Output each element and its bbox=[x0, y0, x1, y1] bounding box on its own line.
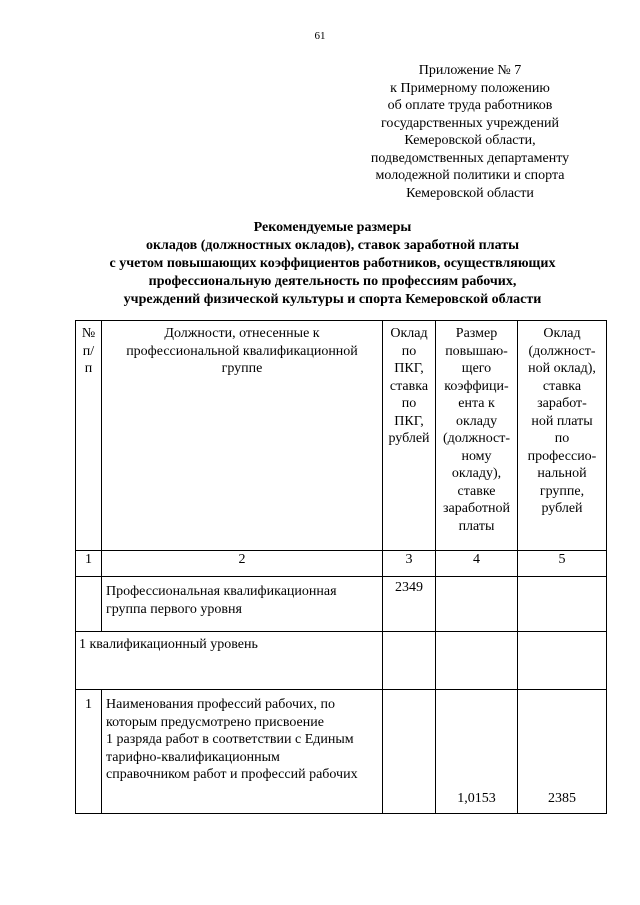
title-line: профессиональную деятельность по профессиям рабочих, bbox=[148, 274, 517, 289]
title-line: с учетом повышающих коэффициентов работников, осуществляющих bbox=[109, 256, 556, 271]
title-line: учреждений физической культуры и спорта Кемеровской области bbox=[123, 292, 542, 307]
group-base-salary: 2349 bbox=[383, 577, 436, 632]
cell-empty bbox=[518, 632, 607, 690]
appendix-line: Кемеровской области bbox=[406, 185, 534, 201]
header-number: № п/ п bbox=[76, 321, 102, 551]
item-label: Наименования профессий рабочих, по которым предусмотрено присвоение 1 разряда работ в соответствии с Единым тарифно-квалификационным справочником работ и профессий рабочих bbox=[102, 690, 383, 814]
appendix-line: к Примерному положению bbox=[390, 80, 550, 96]
header-final-salary: Оклад (должност- ной оклад), ставка заработ- ной платы по профессио- нальной группе, рублей bbox=[518, 321, 607, 551]
cell-empty bbox=[518, 577, 607, 632]
header-coefficient: Размер повышаю- щего коэффици- ента к окладу (должност- ному окладу), ставке заработной платы bbox=[436, 321, 518, 551]
appendix-line: подведомственных департаменту bbox=[370, 150, 570, 166]
header-position: Должности, отнесенные к профессиональной квалификационной группе bbox=[102, 321, 383, 551]
item-number: 1 bbox=[76, 690, 102, 814]
item-salary: 2385 bbox=[518, 690, 607, 814]
column-number: 3 bbox=[383, 551, 436, 577]
qualification-level-label: 1 квалификационный уровень bbox=[76, 632, 383, 690]
appendix-line: Кемеровской области, bbox=[404, 133, 536, 148]
title-line: Рекомендуемые размеры bbox=[253, 220, 412, 235]
title-line: окладов (должностных окладов), ставок заработной платы bbox=[145, 238, 520, 253]
appendix-line: молодежной политики и спорта bbox=[375, 168, 565, 183]
cell-empty bbox=[383, 632, 436, 690]
column-number: 5 bbox=[518, 551, 607, 577]
page-number: 61 bbox=[314, 30, 326, 42]
salary-table bbox=[75, 320, 607, 814]
column-number: 4 bbox=[436, 551, 518, 577]
appendix-line: государственных учреждений bbox=[381, 115, 559, 131]
table-header-row bbox=[76, 321, 607, 551]
cell-empty bbox=[436, 577, 518, 632]
cell-empty bbox=[76, 577, 102, 632]
document-title bbox=[60, 219, 605, 309]
table-row-level bbox=[76, 632, 607, 690]
cell-empty bbox=[436, 632, 518, 690]
cell-empty bbox=[383, 690, 436, 814]
header-base-salary: Оклад по ПКГ, ставка по ПКГ, рублей bbox=[383, 321, 436, 551]
appendix-line: Приложение № 7 bbox=[418, 63, 522, 78]
item-coefficient: 1,0153 bbox=[436, 690, 518, 814]
column-number: 1 bbox=[76, 551, 102, 577]
table-row-group bbox=[76, 577, 607, 632]
appendix-note bbox=[355, 62, 585, 202]
appendix-line: об оплате труда работников bbox=[387, 98, 553, 113]
group-label: Профессиональная квалификационная группа первого уровня bbox=[102, 577, 383, 632]
table-row-item bbox=[76, 690, 607, 814]
column-number-row bbox=[76, 551, 607, 577]
column-number: 2 bbox=[102, 551, 383, 577]
